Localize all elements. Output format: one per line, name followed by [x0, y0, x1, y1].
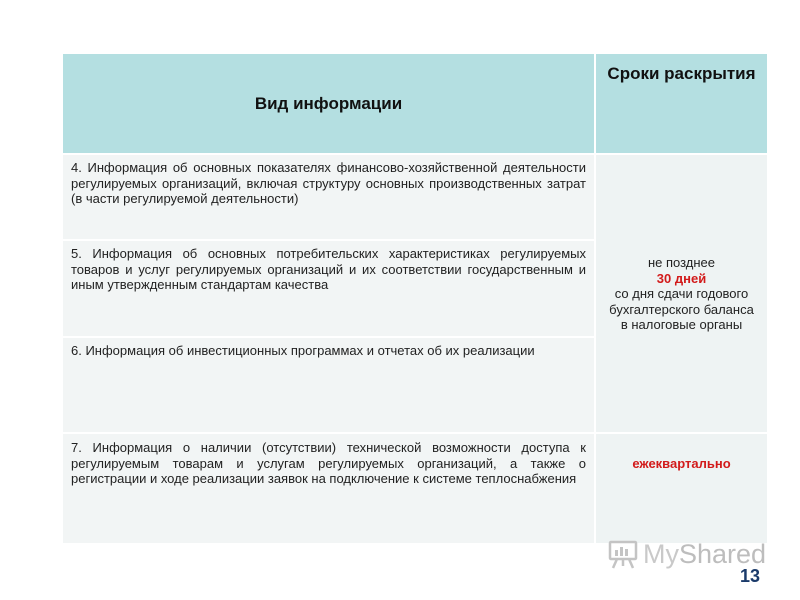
table-row — [62, 433, 768, 544]
header-info-type: Вид информации — [62, 54, 595, 154]
deadline-highlight: 30 дней — [656, 270, 707, 286]
table-header-row — [62, 54, 768, 154]
table-row — [62, 154, 768, 240]
row-5-text: 5. Информация об основных потребительских характеристиках регулируемых товаров и услуг регулируемых организаций и их соответствии государственным и иным утвержденным стандартам качества — [62, 240, 595, 337]
deadline-line1: не позднее — [647, 255, 716, 271]
row-6-text: 6. Информация об инвестиционных программах и отчетах об их реализации — [62, 337, 595, 433]
header-deadline: Сроки раскрытия — [595, 54, 768, 154]
presentation-board-icon — [607, 538, 639, 570]
deadline-cell-group — [595, 154, 768, 433]
deadline-line3: со дня сдачи годового бухгалтерского баланса в налоговые органы — [609, 286, 754, 333]
deadline-cell-row7 — [595, 433, 768, 544]
row-4-text: 4. Информация об основных показателях финансово-хозяйственной деятельности регулируемых организаций, включая структуру основных производственных затрат (в части регулируемой деятельности) — [62, 154, 595, 240]
page-number: 13 — [740, 566, 761, 586]
watermark-text: MyShared — [643, 538, 767, 569]
deadline-quarterly: ежеквартально — [632, 456, 731, 471]
row-7-text: 7. Информация о наличии (отсутствии) технической возможности доступа к регулируемым товарам и услугам регулируемых организаций, а также о регистрации и ходе реализации заявок на подключение к системе теплоснабжения — [62, 433, 595, 544]
disclosure-table — [61, 54, 769, 545]
